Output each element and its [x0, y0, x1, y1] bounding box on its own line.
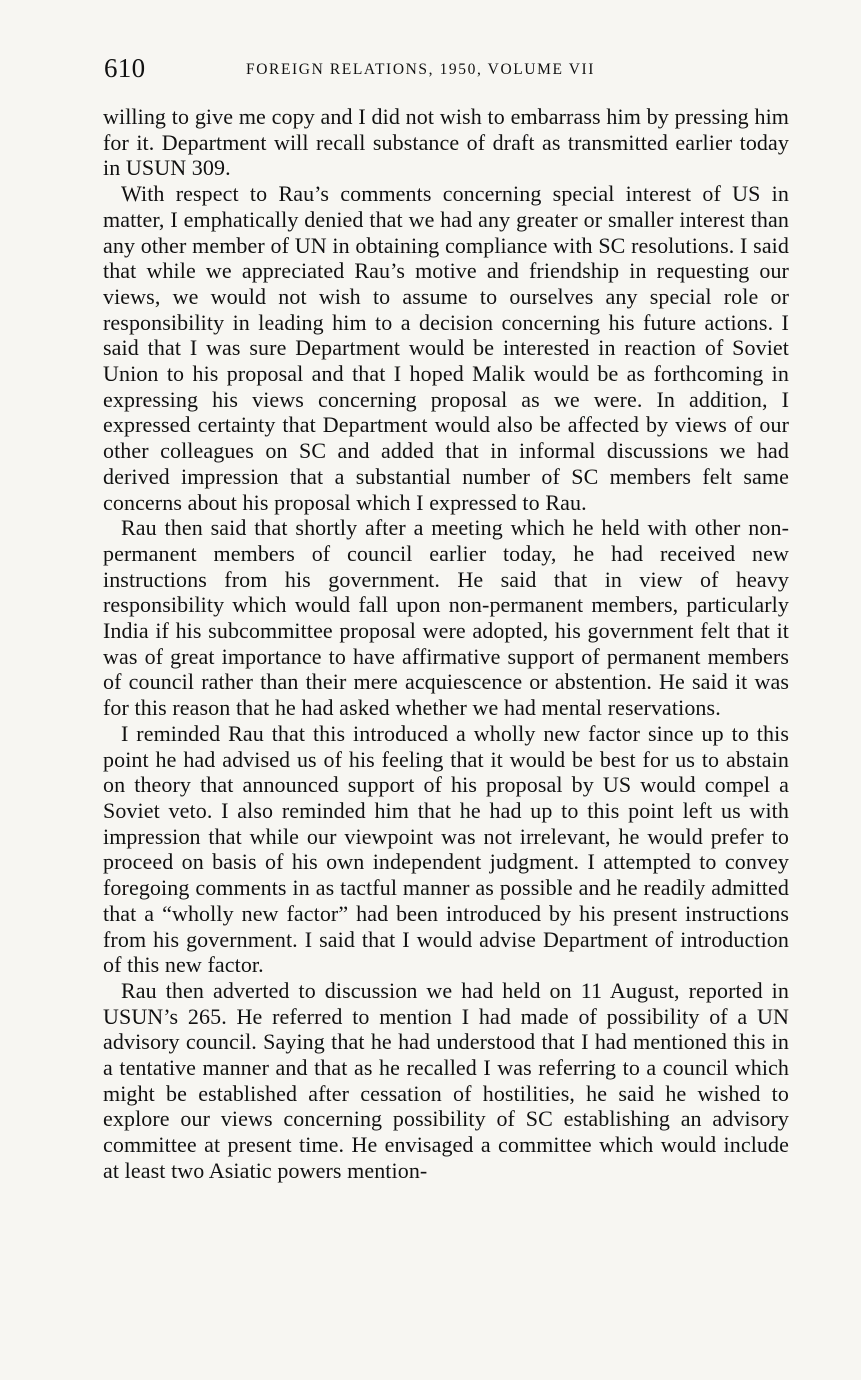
paragraph: Rau then said that shortly after a meeting which he held with other non-permanent members of council earlier today, he had received new instructions from his government. He said that in view of heavy responsibility which would fall upon non-permanent members, particularly India if his subcommittee proposal were adopted, his government felt that it was of great importance to have affirmative support of permanent members of council rather than their mere acquiescence or abstention. He said it was for this reason that he had asked whether we had mental reservations. — [103, 515, 789, 721]
paragraph: Rau then adverted to discussion we had held on 11 August, reported in USUN’s 265. He referred to mention I had made of possibility of a UN advisory council. Saying that he had understood that I had mentioned this in a tentative manner and that as he recalled I was referring to a council which might be established after cessation of hostilities, he said he wished to explore our views concerning possibility of SC establishing an advisory committee at present time. He envisaged a committee which would include at least two Asiatic powers mention- — [103, 977, 789, 1183]
paragraph: With respect to Rau’s comments concerning special interest of US in matter, I emphatically denied that we had any greater or smaller interest than any other member of UN in obtaining compliance with SC resolutions. I said that while we appreciated Rau’s motive and friendship in requesting our views, we would not wish to assume to ourselves any special role or responsibility in leading him to a decision concerning his future actions. I said that I was sure Department would be interested in reaction of Soviet Union to his proposal and that I hoped Malik would be as forthcoming in expressing his views concerning proposal as we were. In addition, I expressed certainty that Department would also be affected by views of our other colleagues on SC and added that in informal discussions we had derived impression that a substantial number of SC members felt same concerns about his proposal which I expressed to Rau. — [103, 181, 789, 515]
page-number: 610 — [104, 53, 146, 83]
paragraph: I reminded Rau that this introduced a wholly new factor since up to this point he had advised us of his feeling that it would be best for us to abstain on theory that announced support of his proposal by US would compel a Soviet veto. I also reminded him that he had up to this point left us with impression that while our viewpoint was not irrelevant, he would prefer to proceed on basis of his own independent judgment. I attempted to convey foregoing comments in as tactful manner as possible and he readily admitted that a “wholly new factor” had been introduced by his present instructions from his government. I said that I would advise Department of introduction of this new factor. — [103, 720, 789, 978]
running-head: FOREIGN RELATIONS, 1950, VOLUME VII — [246, 61, 596, 78]
body-text — [103, 104, 789, 1184]
paragraph-continuation: willing to give me copy and I did not wish to embarrass him by pressing him for it. Department will recall substance of draft as transmitted earlier today in USUN 309. — [103, 104, 789, 181]
page-header — [104, 52, 794, 86]
